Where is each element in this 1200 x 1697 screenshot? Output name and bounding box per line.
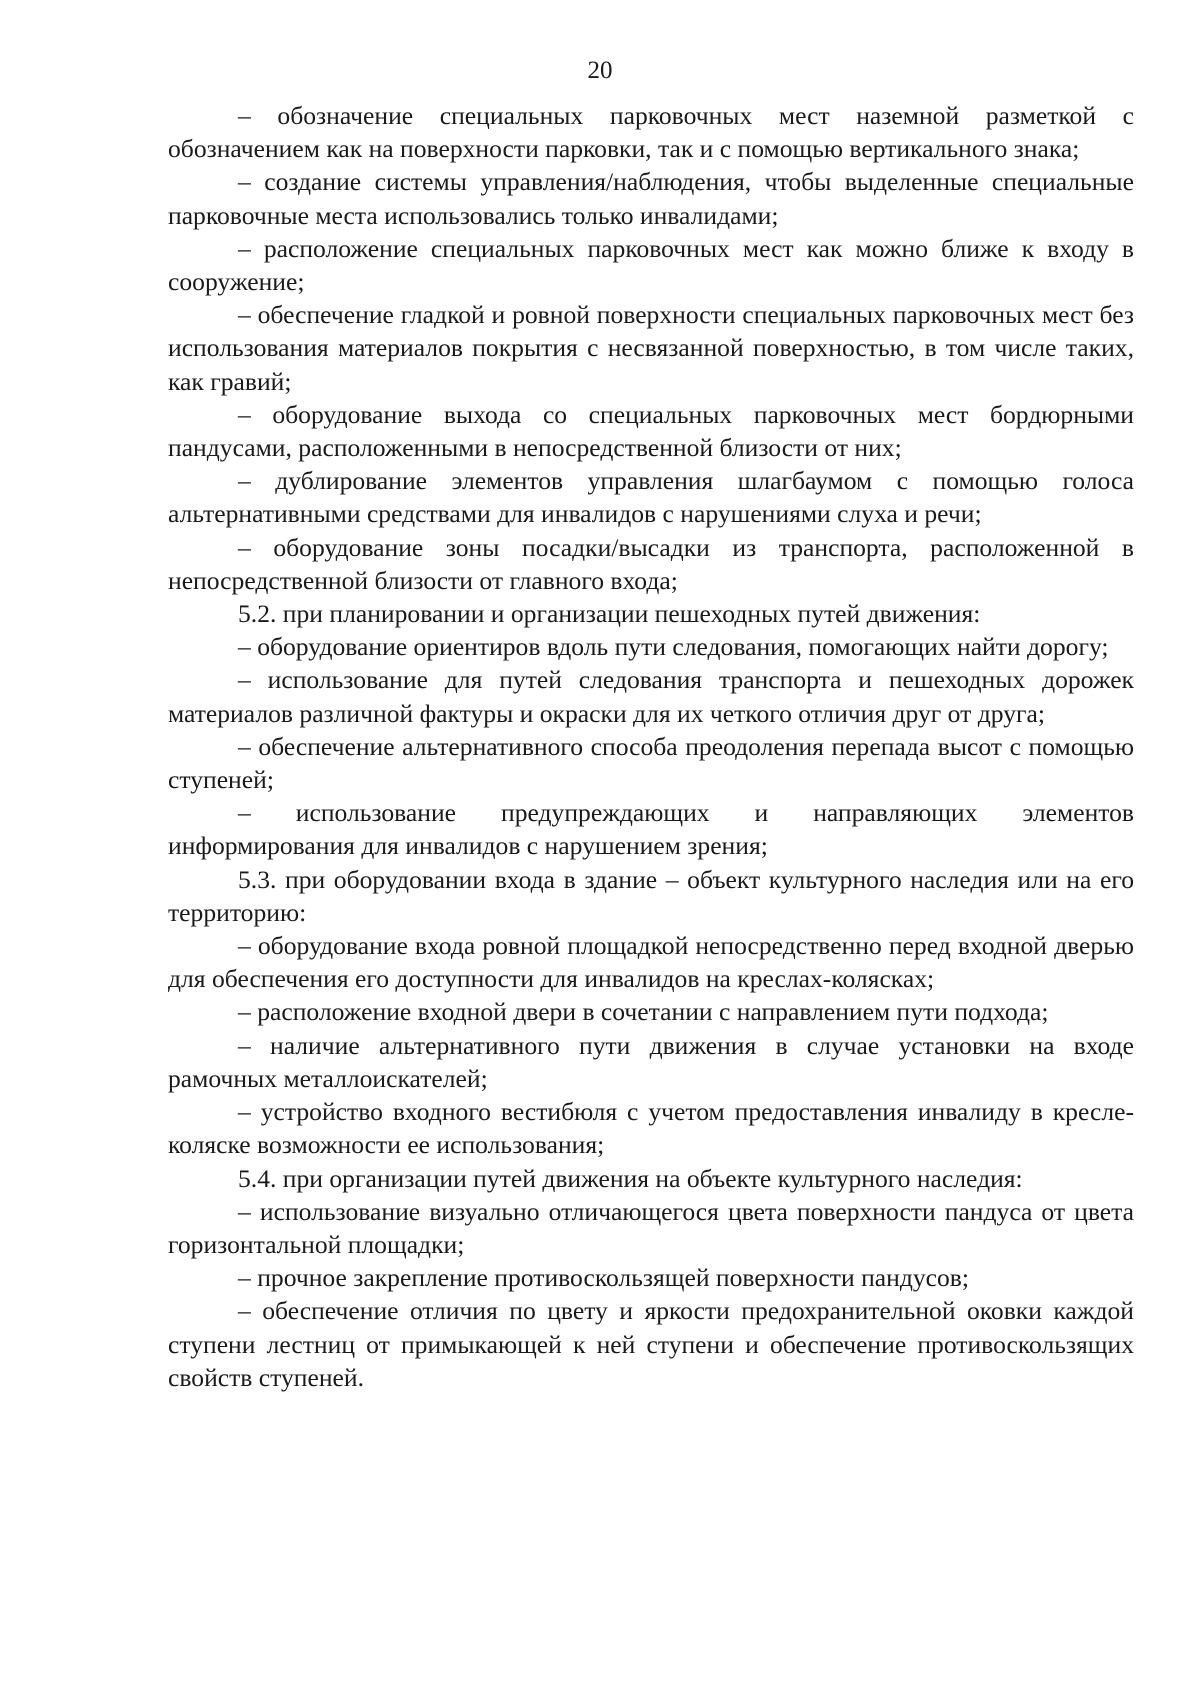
page-number: 20 (587, 57, 613, 84)
list-item: – оборудование ориентиров вдоль пути следования, помогающих найти дорогу; (238, 632, 1109, 662)
list-item: – наличие альтернативного пути движения в случае установки на входе рамочных металлоискателей; (168, 1030, 1134, 1093)
list-item: – использование предупреждающих и направляющих элементов информирования для инвалидов с нарушением зрения; (168, 798, 1134, 861)
section-heading-5-2: 5.2. при планировании и организации пешеходных путей движения: (238, 599, 981, 629)
list-item: – дублирование элементов управления шлагбаумом с помощью голоса альтернативными средствами для инвалидов с нарушениями слуха и речи; (168, 466, 1134, 529)
list-item: – расположение входной двери в сочетании с направлением пути подхода; (238, 997, 1049, 1027)
list-item: – использование для путей следования транспорта и пешеходных дорожек материалов различной фактуры и окраски для их четкого отличия друг от друга; (168, 665, 1134, 728)
list-item: – оборудование зоны посадки/высадки из транспорта, расположенной в непосредственной близости от главного входа; (168, 532, 1134, 595)
list-item: – оборудование выхода со специальных парковочных мест бордюрными пандусами, расположенными в непосредственной близости от них; (168, 399, 1134, 463)
document-body (168, 99, 1134, 1394)
list-item: – использование визуально отличающегося цвета поверхности пандуса от цвета горизонтальной площадки; (168, 1196, 1134, 1259)
list-item: – оборудование входа ровной площадкой непосредственно перед входной дверью для обеспечения его доступности для инвалидов на креслах-колясках; (168, 931, 1134, 994)
list-item: – обеспечение гладкой и ровной поверхности специальных парковочных мест без использования материалов покрытия с несвязанной поверхностью, в том числе таких, как гравий; (168, 300, 1134, 396)
section-heading-5-3: 5.3. при оборудовании входа в здание – объект культурного наследия или на его территорию: (168, 864, 1134, 927)
list-item: – обеспечение альтернативного способа преодоления перепада высот с помощью ступеней; (168, 731, 1134, 795)
list-item: – расположение специальных парковочных мест как можно ближе к входу в сооружение; (168, 233, 1134, 297)
list-item: – обозначение специальных парковочных мест наземной разметкой с обозначением как на поверхности парковки, так и с помощью вертикального знака; (168, 101, 1134, 164)
list-item: – устройство входного вестибюля с учетом предоставления инвалиду в кресле-коляске возможности ее использования; (168, 1097, 1134, 1160)
list-item: – создание системы управления/наблюдения, чтобы выделенные специальные парковочные места использовались только инвалидами; (168, 167, 1134, 230)
list-item: – прочное закрепление противоскользящей поверхности пандусов; (238, 1263, 969, 1293)
list-item: – обеспечение отличия по цвету и яркости предохранительной оковки каждой ступени лестниц от примыкающей к ней ступени и обеспечение противоскользящих свойств ступеней. (168, 1296, 1134, 1392)
section-heading-5-4: 5.4. при организации путей движения на объекте культурного наследия: (238, 1163, 1023, 1193)
